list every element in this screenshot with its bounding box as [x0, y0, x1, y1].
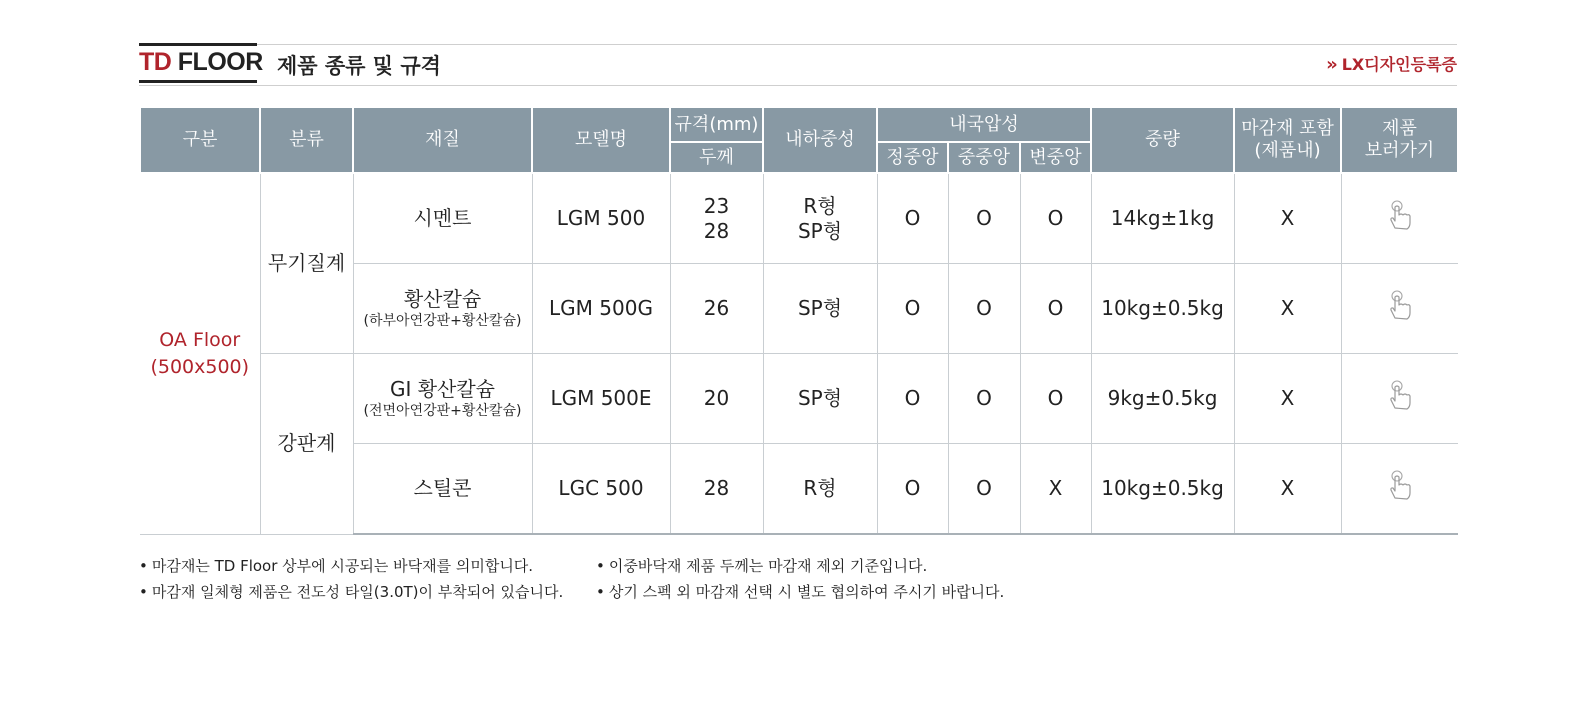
hand-pointer-icon[interactable] — [1387, 470, 1413, 502]
center-load-cell: O — [948, 354, 1020, 444]
view-cell — [1341, 173, 1458, 264]
header-pressure: 내국압성 — [877, 107, 1091, 142]
brand-td: TD — [139, 48, 172, 76]
header-center-load: 중중앙 — [948, 142, 1020, 173]
header-weight: 중량 — [1091, 107, 1234, 173]
static-load-cell: O — [877, 444, 948, 535]
finish-cell: X — [1234, 354, 1341, 444]
load-type-value: SP형 — [797, 218, 843, 243]
material-name: 황산칼슘 — [403, 287, 482, 311]
material-name: 스틸콘 — [413, 476, 472, 500]
header-finish — [1234, 107, 1341, 173]
model-cell: LGM 500 — [532, 173, 670, 264]
header-thickness: 두께 — [670, 142, 763, 173]
header-finish-line2: (제품내) — [1254, 140, 1321, 161]
notes-right — [596, 553, 1004, 605]
header-finish-line1: 마감재 포함 — [1241, 118, 1334, 139]
hand-pointer-icon[interactable] — [1387, 290, 1413, 322]
load-type-cell: SP형 — [763, 264, 877, 354]
material-note: (하부아연강판+황산칼슘) — [363, 313, 522, 329]
view-cell — [1341, 264, 1458, 354]
center-load-cell: O — [948, 264, 1020, 354]
title-bar — [139, 44, 1457, 86]
center-load-cell: O — [948, 173, 1020, 264]
class-steel: 강판계 — [260, 354, 353, 535]
design-registration-link[interactable] — [1326, 45, 1457, 85]
brand-floor: FLOOR — [177, 48, 263, 76]
load-type-cell — [763, 173, 877, 264]
note-item: • 마감재 일체형 제품은 전도성 타일(3.0T)이 부착되어 있습니다. — [139, 579, 563, 605]
edge-load-cell: O — [1020, 264, 1091, 354]
material-note: (전면아연강판+황산칼슘) — [363, 403, 522, 419]
header-static-load: 정중앙 — [877, 142, 948, 173]
note-item: • 이중바닥재 제품 두께는 마감재 제외 기준입니다. — [596, 553, 1004, 579]
load-type-value: R형 — [803, 193, 837, 218]
hand-pointer-icon[interactable] — [1387, 200, 1413, 232]
header-spec: 규격(mm) — [670, 107, 763, 142]
header-view — [1341, 107, 1458, 173]
thickness-cell: 26 — [670, 264, 763, 354]
model-cell: LGC 500 — [532, 444, 670, 535]
header-material: 재질 — [353, 107, 532, 173]
double-chevron-right-icon: » — [1326, 54, 1338, 75]
design-link-label: LX디자인등록증 — [1341, 55, 1457, 74]
brand-logo — [139, 43, 263, 83]
header-row-1 — [140, 107, 1458, 142]
load-type-cell: SP형 — [763, 354, 877, 444]
material-name: GI 황산칼슘 — [389, 377, 496, 401]
header-view-line2: 보러가기 — [1364, 140, 1435, 161]
group-line2: (500x500) — [150, 355, 250, 378]
note-item: • 마감재는 TD Floor 상부에 시공되는 바닥재를 의미합니다. — [139, 553, 563, 579]
finish-cell: X — [1234, 173, 1341, 264]
material-cell — [353, 173, 532, 264]
edge-load-cell: X — [1020, 444, 1091, 535]
finish-cell: X — [1234, 444, 1341, 535]
header-classification: 분류 — [260, 107, 353, 173]
group-cell — [140, 173, 260, 534]
header-category: 구분 — [140, 107, 260, 173]
view-cell — [1341, 444, 1458, 535]
material-cell — [353, 354, 532, 444]
static-load-cell: O — [877, 264, 948, 354]
thickness-cell — [670, 173, 763, 264]
page-title: 제품 종류 및 규격 — [277, 54, 441, 78]
edge-load-cell: O — [1020, 173, 1091, 264]
thickness-cell: 20 — [670, 354, 763, 444]
weight-cell: 10kg±0.5kg — [1091, 444, 1234, 535]
view-cell — [1341, 354, 1458, 444]
model-cell: LGM 500E — [532, 354, 670, 444]
header-load-type: 내하중성 — [763, 107, 877, 173]
weight-cell: 10kg±0.5kg — [1091, 264, 1234, 354]
static-load-cell: O — [877, 173, 948, 264]
material-cell — [353, 264, 532, 354]
center-load-cell: O — [948, 444, 1020, 535]
notes-left — [139, 553, 563, 605]
thickness-value: 23 — [703, 193, 730, 218]
weight-cell: 14kg±1kg — [1091, 173, 1234, 264]
header-view-line1: 제품 — [1382, 118, 1417, 139]
header-model: 모델명 — [532, 107, 670, 173]
note-item: • 상기 스펙 외 마감재 선택 시 별도 협의하여 주시기 바랍니다. — [596, 579, 1004, 605]
finish-cell: X — [1234, 264, 1341, 354]
thickness-value: 28 — [703, 218, 730, 243]
class-inorganic: 무기질계 — [260, 173, 353, 354]
material-name: 시멘트 — [413, 206, 472, 230]
load-type-cell: R형 — [763, 444, 877, 535]
edge-load-cell: O — [1020, 354, 1091, 444]
hand-pointer-icon[interactable] — [1387, 380, 1413, 412]
table-row — [140, 173, 1458, 264]
material-cell — [353, 444, 532, 535]
model-cell: LGM 500G — [532, 264, 670, 354]
thickness-cell: 28 — [670, 444, 763, 535]
header-edge-load: 변중앙 — [1020, 142, 1091, 173]
weight-cell: 9kg±0.5kg — [1091, 354, 1234, 444]
table-row — [140, 354, 1458, 444]
group-line1: OA Floor — [159, 328, 241, 351]
spec-table — [139, 106, 1459, 535]
static-load-cell: O — [877, 354, 948, 444]
